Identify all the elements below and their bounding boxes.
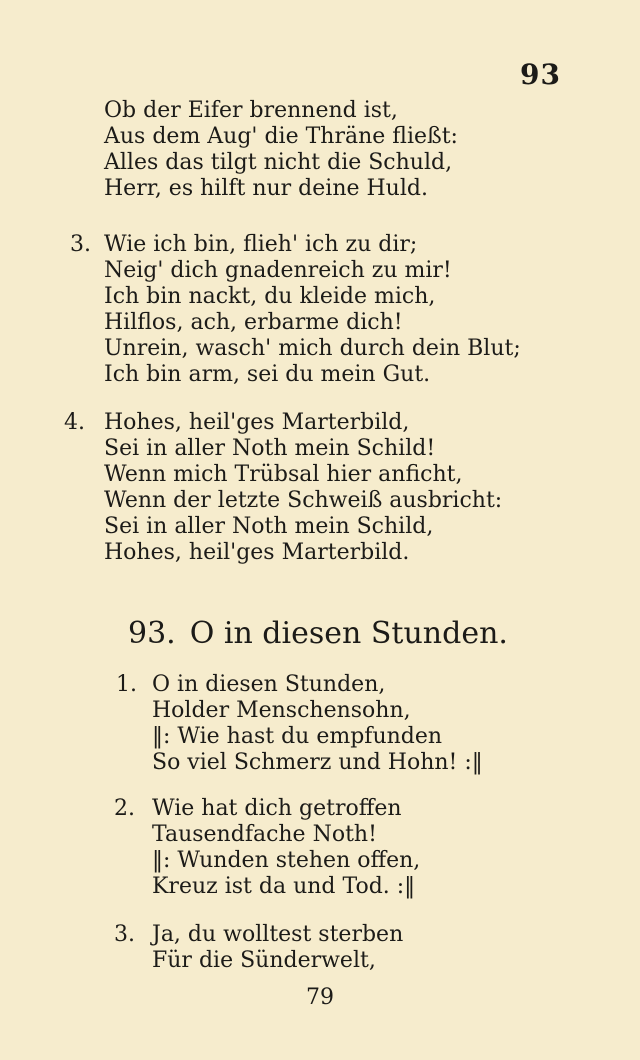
verse-line: Unrein, wasch' mich durch dein Blut;: [104, 336, 521, 361]
verse-line: Aus dem Aug' die Thräne fließt:: [104, 124, 458, 149]
folio-number: 79: [306, 985, 334, 1010]
verse-line: Hohes, heil'ges Marterbild.: [104, 540, 410, 565]
verse-line: Für die Sünderwelt,: [152, 948, 376, 973]
verse-line: Herr, es hilft nur deine Huld.: [104, 176, 428, 201]
verse-line: Sei in aller Noth mein Schild,: [104, 514, 434, 539]
verse-line: Alles das tilgt nicht die Schuld,: [104, 150, 453, 175]
verse-line: Wie ich bin, flieh' ich zu dir;: [104, 232, 418, 257]
verse-line: Sei in aller Noth mein Schild!: [104, 436, 436, 461]
verse-line: Wie hat dich getroffen: [152, 796, 402, 821]
running-page-number: 93: [520, 58, 561, 91]
stanza-4: 4. Hohes, heil'ges Marterbild, Sei in aller Noth mein Schild! Wenn mich Trübsal hier anficht, Wenn der letzte Schweiß ausbricht: Sei in aller Noth mein Schild, Hohes, heil'ges Marterbild.: [64, 410, 503, 565]
verse-line: Holder Menschensohn,: [152, 698, 411, 723]
hymn-stanza-2: 2. Wie hat dich getroffen Tausendfache Noth! ‖: Wunden stehen offen, Kreuz ist da und Tod. :‖: [114, 796, 421, 899]
hymn-title: [128, 616, 508, 651]
verse-line: Hohes, heil'ges Marterbild,: [104, 410, 410, 435]
verse-line: Ja, du wolltest sterben: [152, 922, 404, 947]
verse-line: ‖: Wunden stehen offen,: [152, 848, 421, 873]
verse-line: Wenn der letzte Schweiß ausbricht:: [104, 488, 503, 513]
verse-line: Tausendfache Noth!: [152, 822, 377, 847]
verse-line: Wenn mich Trübsal hier anficht,: [104, 462, 463, 487]
verse-line: Neig' dich gnadenreich zu mir!: [104, 258, 452, 283]
stanza-3: 3. Wie ich bin, flieh' ich zu dir; Neig' dich gnadenreich zu mir! Ich bin nackt, du kleide mich, Hilflos, ach, erbarme dich! Unrein, wasch' mich durch dein Blut; Ich bin arm, sei du mein Gut.: [70, 232, 521, 387]
verse-line: Ich bin nackt, du kleide mich,: [104, 284, 436, 309]
hymn-stanza-1: 1. O in diesen Stunden, Holder Menschensohn, ‖: Wie hast du empfunden So viel Schmerz und Hohn! :‖: [116, 672, 483, 775]
verse-line: Ich bin arm, sei du mein Gut.: [104, 362, 431, 387]
hymn-title-text: O in diesen Stunden.: [189, 616, 508, 651]
hymn-number: 93.: [128, 616, 176, 651]
verse-line: Hilflos, ach, erbarme dich!: [104, 310, 403, 335]
verse-line: O in diesen Stunden,: [152, 672, 386, 697]
verse-line: Ob der Eifer brennend ist,: [104, 98, 398, 123]
hymn-stanza-3: 3. Ja, du wolltest sterben Für die Sünderwelt,: [114, 922, 404, 973]
verse-line: ‖: Wie hast du empfunden: [152, 724, 443, 749]
verse-line: So viel Schmerz und Hohn! :‖: [152, 750, 483, 775]
verse-line: Kreuz ist da und Tod. :‖: [152, 874, 416, 899]
stanza-continued: [104, 98, 458, 202]
